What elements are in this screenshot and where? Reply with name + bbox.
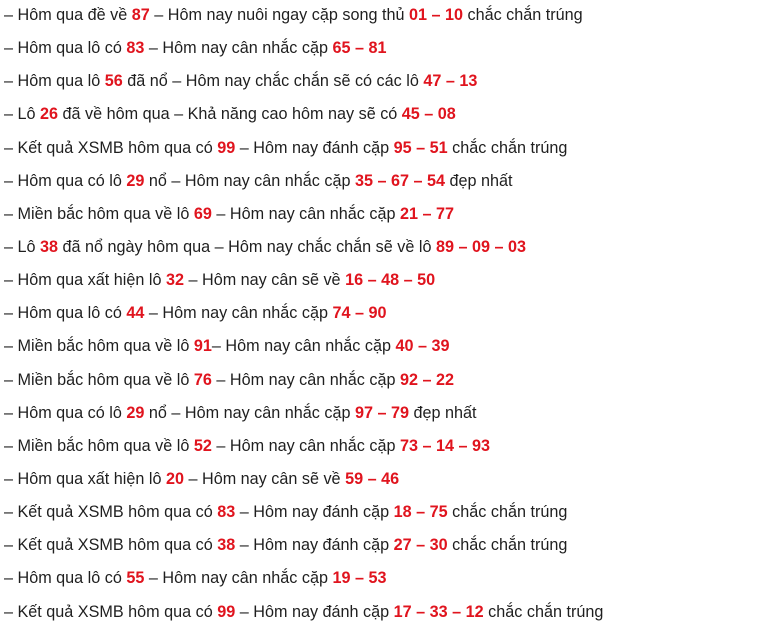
line-text: đã nổ ngày hôm qua – Hôm nay chắc chắn sẽ về lô [58, 237, 436, 256]
line-text: – Hôm nay cân nhắc cặp [144, 569, 333, 588]
prediction-line [0, 267, 757, 300]
highlight-number: 16 – 48 – 50 [345, 271, 436, 290]
highlight-number: 74 – 90 [332, 304, 387, 323]
line-text: – Hôm nay đánh cặp [235, 503, 394, 522]
prediction-line [0, 35, 757, 68]
highlight-number: 19 – 53 [332, 569, 387, 588]
highlight-number: 21 – 77 [399, 204, 454, 223]
highlight-number: 97 – 79 [354, 403, 409, 422]
highlight-number: 26 [40, 105, 59, 124]
highlight-number: 38 [217, 536, 236, 555]
prediction-line [0, 234, 757, 267]
highlight-number: 59 – 46 [345, 469, 400, 488]
highlight-number: 92 – 22 [399, 370, 454, 389]
highlight-number: 44 [126, 304, 145, 323]
line-text: chắc chắn trúng [462, 6, 583, 24]
prediction-line [0, 168, 757, 201]
line-text: – Hôm nay cân nhắc cặp [144, 39, 333, 58]
line-text: – Lô [4, 237, 41, 256]
line-text: – Hôm qua lô có [4, 569, 127, 588]
highlight-number: 52 [193, 436, 212, 455]
highlight-number: 87 [131, 6, 150, 24]
line-text: nổ – Hôm nay cân nhắc cặp [144, 171, 355, 190]
line-text: – Hôm nay đánh cặp [235, 602, 394, 621]
prediction-line [0, 300, 757, 333]
prediction-line [0, 433, 757, 466]
prediction-line [0, 599, 757, 632]
line-text: – Hôm nay cân nhắc cặp [211, 370, 400, 389]
line-text: – Hôm qua lô có [4, 304, 127, 323]
highlight-number: 69 [193, 204, 212, 223]
line-text: – Kết quả XSMB hôm qua có [4, 602, 218, 621]
prediction-line [0, 466, 757, 499]
highlight-number: 38 [40, 237, 59, 256]
line-text: – Hôm qua lô có [4, 39, 127, 58]
line-text: – Hôm nay đánh cặp [235, 138, 394, 157]
line-text: – Hôm qua có lô [4, 403, 127, 422]
prediction-line [0, 532, 757, 565]
highlight-number: 32 [165, 271, 184, 290]
highlight-number: 40 – 39 [395, 337, 450, 356]
line-text: – Miền bắc hôm qua về lô [4, 337, 194, 356]
highlight-number: 29 [126, 171, 145, 190]
line-text: – Hôm qua xất hiện lô [4, 469, 166, 488]
line-text: – Hôm nay cân nhắc cặp [211, 337, 396, 356]
line-text: – Hôm nay cân sẽ về [184, 271, 346, 290]
line-text: – Lô [4, 105, 41, 124]
line-text: – Hôm nay cân nhắc cặp [211, 436, 400, 455]
line-text: – Kết quả XSMB hôm qua có [4, 503, 218, 522]
line-text: chắc chắn trúng [483, 602, 604, 621]
highlight-number: 01 – 10 [408, 6, 463, 24]
line-text: – Kết quả XSMB hôm qua có [4, 536, 218, 555]
highlight-number: 55 [126, 569, 145, 588]
line-text: đã về hôm qua – Khả năng cao hôm nay sẽ có [58, 105, 402, 124]
highlight-number: 45 – 08 [401, 105, 456, 124]
line-text: chắc chắn trúng [447, 503, 568, 522]
line-text: đẹp nhất [444, 171, 513, 190]
prediction-line [0, 499, 757, 532]
highlight-number: 83 [126, 39, 145, 58]
prediction-line [0, 2, 757, 35]
highlight-number: 95 – 51 [393, 138, 448, 157]
highlight-number: 56 [104, 72, 123, 91]
line-text: – Hôm nay nuôi ngay cặp song thủ [149, 6, 409, 24]
highlight-number: 18 – 75 [393, 503, 448, 522]
highlight-number: 29 [126, 403, 145, 422]
line-text: – Hôm nay cân nhắc cặp [211, 204, 400, 223]
highlight-number: 89 – 09 – 03 [435, 237, 526, 256]
line-text: – Hôm nay cân nhắc cặp [144, 304, 333, 323]
line-text: – Miền bắc hôm qua về lô [4, 204, 194, 223]
highlight-number: 65 – 81 [332, 39, 387, 58]
line-text: – Miền bắc hôm qua về lô [4, 436, 194, 455]
line-text: – Kết quả XSMB hôm qua có [4, 138, 218, 157]
highlight-number: 73 – 14 – 93 [399, 436, 490, 455]
line-text: đẹp nhất [408, 403, 477, 422]
line-text: chắc chắn trúng [447, 138, 568, 157]
prediction-line [0, 135, 757, 168]
highlight-number: 76 [193, 370, 212, 389]
highlight-number: 27 – 30 [393, 536, 448, 555]
highlight-number: 83 [217, 503, 236, 522]
prediction-line [0, 565, 757, 598]
line-text: – Hôm nay cân sẽ về [184, 469, 346, 488]
line-text: – Hôm qua đề về [4, 6, 132, 24]
prediction-line [0, 68, 757, 101]
line-text: – Hôm nay đánh cặp [235, 536, 394, 555]
prediction-line [0, 367, 757, 400]
prediction-line [0, 400, 757, 433]
prediction-line [0, 201, 757, 234]
highlight-number: 47 – 13 [423, 72, 478, 91]
line-text: – Hôm qua có lô [4, 171, 127, 190]
highlight-number: 20 [165, 469, 184, 488]
prediction-line [0, 333, 757, 366]
highlight-number: 35 – 67 – 54 [354, 171, 445, 190]
highlight-number: 99 [217, 602, 236, 621]
highlight-number: 99 [217, 138, 236, 157]
line-text: – Hôm qua lô [4, 72, 105, 91]
line-text: nổ – Hôm nay cân nhắc cặp [144, 403, 355, 422]
prediction-line [0, 101, 757, 134]
highlight-number: 17 – 33 – 12 [393, 602, 484, 621]
line-text: – Miền bắc hôm qua về lô [4, 370, 194, 389]
line-text: – Hôm qua xất hiện lô [4, 271, 166, 290]
highlight-number: 91 [193, 337, 212, 356]
line-text: chắc chắn trúng [447, 536, 568, 555]
line-text: đã nổ – Hôm nay chắc chắn sẽ có các lô [122, 72, 424, 91]
